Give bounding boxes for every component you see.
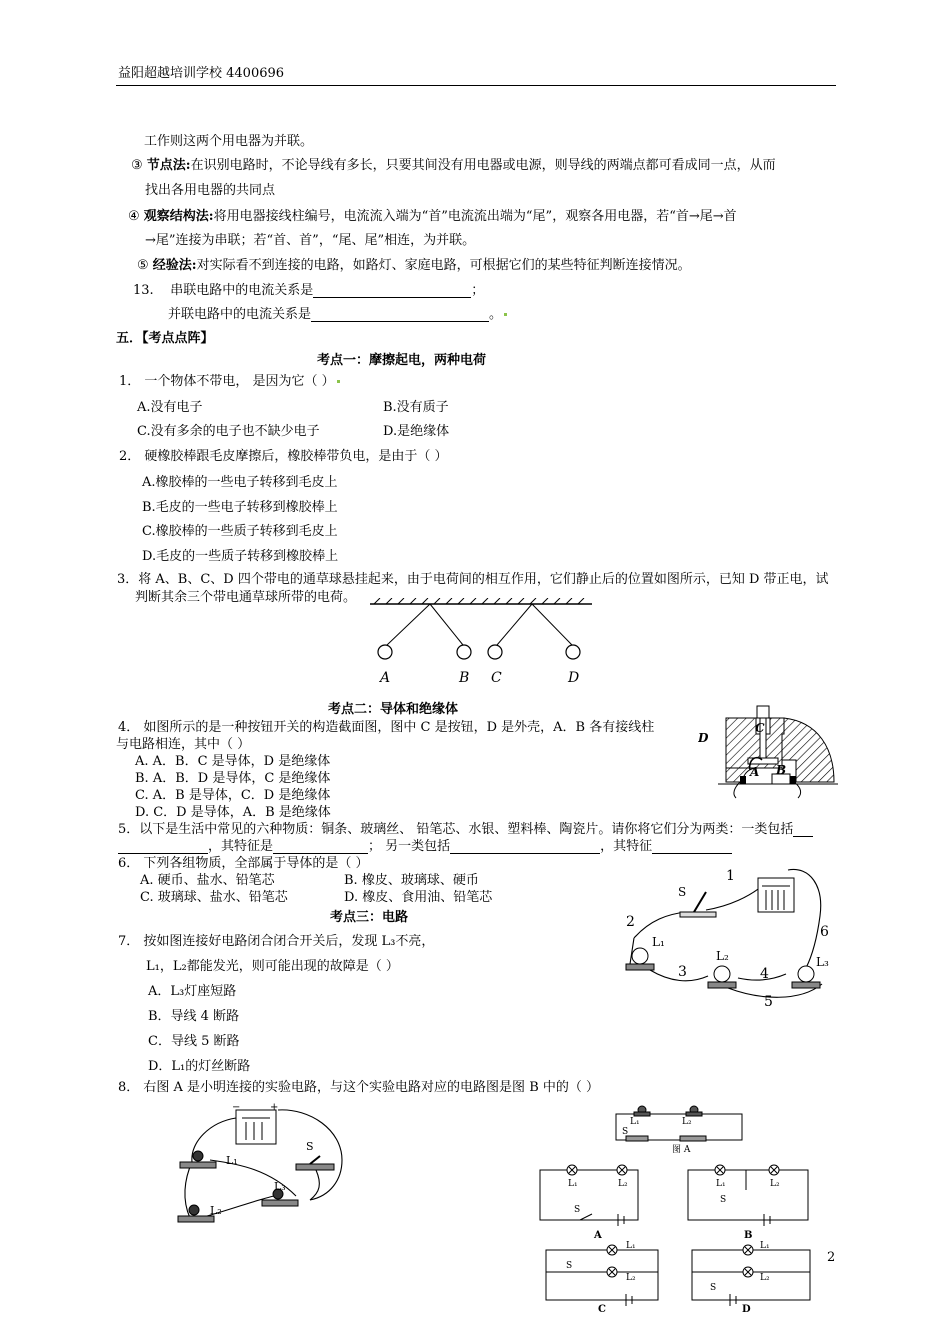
lamp-label-l3: L₃ [816,955,829,969]
diagram-label-a: A [594,1230,602,1241]
svg-text:L₂: L₂ [626,1273,636,1283]
svg-text:L₁: L₁ [716,1179,726,1189]
svg-text:−: − [232,1102,241,1113]
svg-text:L₂: L₂ [682,1117,692,1127]
q13-parallel-blank[interactable] [311,306,489,322]
q7-stem-cont: L₁，L₂都能发光，则可能出现的故障是（ ） [146,959,399,974]
q6-stem: 6． 下列各组物质，全部属于导体的是（ ） [118,856,369,871]
fig-a-caption: 图 A [672,1145,691,1155]
q8-battery [236,1110,276,1144]
q7-stem: 7． 按如图连接好电路闭合闭合开关后，发现 L₃不亮， [118,934,435,949]
svg-text:L₁: L₁ [760,1241,770,1251]
q4-stem-cont: 与电路相连，其中（ ） [116,737,251,752]
q3-stem: 3．将 A、B、C、D 四个带电的通草球悬挂起来，由于电荷间的相互作用，它们静止后的位置如图所示，已知 D 带正电，试 [117,572,829,587]
svg-text:L₁: L₁ [626,1241,636,1251]
lamp-label-l2: L₂ [716,949,729,963]
q13-parallel: 并联电路中的电流关系是 。 [168,303,507,322]
diagram-label-d: D [742,1304,751,1312]
svg-text:L₂: L₂ [770,1179,780,1189]
q8-label-s: S [306,1140,314,1153]
svg-text:L₂: L₂ [760,1273,770,1283]
q4-option-c: C. A．B 是导体，C．D 是绝缘体 [135,788,331,803]
method-5-title: 经验法: [152,258,197,273]
marker-dot [504,313,507,316]
diagram-label-c: C [598,1304,606,1312]
q5-line2: ，其特征是 ； 另一类包括 ，其特征 [118,835,732,854]
q4-option-b: B. A．B．D 是导体，C 是绝缘体 [135,771,331,786]
svg-text:S: S [622,1127,629,1137]
section-5-title: 五．【考点点阵】 [116,331,214,346]
q8-stem: 8． 右图 A 是小明连接的实验电路，与这个实验电路对应的电路图是图 B 中的（ ） [118,1080,600,1095]
q1-option-b: B.没有质子 [383,400,449,415]
wire-label-1: 1 [726,868,735,884]
switch-label-a: A [750,765,760,779]
q2-option-c: C.橡胶棒的一些质子转移到毛皮上 [142,524,338,539]
q6-option-c: C. 玻璃球、盐水、铅笔芯 [140,890,288,905]
q8-switch [296,1164,334,1170]
wire-1 [706,886,762,910]
q8-label-l3: L₃ [274,1180,286,1193]
svg-text:L₁: L₁ [630,1117,640,1127]
string-c [497,604,532,645]
q7-option-a: A．L₃灯座短路 [148,984,237,999]
q8-label-l1: L₁ [226,1154,238,1167]
wire-label-4: 4 [760,966,769,982]
q2-stem: 2． 硬橡胶棒跟毛皮摩擦后，橡胶棒带负电，是由于（ ） [119,449,448,464]
string-d [532,604,572,645]
header-rule [116,85,836,86]
q4-stem: 4． 如图所示的是一种按钮开关的构造截面图，图中 C 是按钮，D 是外壳，A．B 各有接线柱 [118,720,655,735]
lamp-l1 [632,948,648,964]
figure-q8-diagrams [530,1100,820,1312]
method-4-cont: →尾”连接为串联；若“首、首”，“尾、尾”相连，为并联。 [145,233,476,248]
wire-label-2: 2 [626,914,635,930]
figure-button-switch [698,698,838,800]
q1-stem: 1． 一个物体不带电， 是因为它（ ） [119,370,340,389]
q4-option-a: A. A．B．C 是导体，D 是绝缘体 [135,754,331,769]
q3-stem-cont: 判断其余三个带电通草球所带的电荷。 [135,590,357,605]
label-b: B [459,670,470,686]
q5-line1: 5．以下是生活中常见的六种物质：铜条、玻璃丝、 铅笔芯、水银、塑料棒、陶瓷片。请你将它们分为两类：一类包括 [118,818,813,837]
method-4-title: 观察结构法: [143,209,214,224]
figure-pith-balls [360,598,600,690]
q6-option-b: B. 橡皮、玻璃球、硬币 [344,873,479,888]
string-b [430,604,463,645]
kp2-title: 考点二：导体和绝缘体 [328,702,459,717]
svg-text:L₂: L₂ [618,1179,628,1189]
q6-option-d: D. 橡皮、食用油、铅笔芯 [344,890,493,905]
svg-text:S: S [566,1261,573,1271]
q5-blank-4[interactable] [652,838,732,854]
q13-series: 13. 串联电路中的电流关系是 ； [133,283,485,298]
ball-b [457,645,471,659]
kp3-title: 考点三：电路 [330,910,409,925]
q8-lamp-l2 [189,1205,199,1215]
ball-c [488,645,502,659]
method-3: ③ 节点法:在识别电路时，不论导线有多长，只要其间没有用电器或电源，则导线的两端点都可看成同一点，从而 [131,158,776,173]
q8-lamp-l1 [193,1151,203,1161]
method-3-cont: 找出各用电器的共同点 [145,183,276,198]
label-c: C [491,670,502,686]
q7-option-d: D．L₁的灯丝断路 [148,1059,251,1074]
svg-text:+: + [270,1102,279,1113]
page-header: 益阳超越培训学校 4400696 [118,66,285,81]
svg-text:S: S [574,1205,581,1215]
switch-label-c: C [755,721,765,735]
q7-option-c: C．导线 5 断路 [148,1034,240,1049]
figure-q7-circuit [610,856,840,1006]
ball-d [566,645,580,659]
switch-label-b: B [776,763,787,777]
figure-q8-photo-circuit [170,1100,360,1240]
q1-option-c: C.没有多余的电子也不缺少电子 [137,424,320,439]
q2-option-d: D.毛皮的一些质子转移到橡胶棒上 [142,549,339,564]
method-3-title: 节点法: [146,158,191,173]
lamp-l2 [714,966,730,982]
label-a: A [380,670,391,686]
string-a [387,604,430,645]
wire-label-3: 3 [678,964,687,980]
q7-option-b: B．导线 4 断路 [148,1009,240,1024]
q6-option-a: A. 硬币、盐水、铅笔芯 [140,873,275,888]
wire-label-6: 6 [820,924,829,940]
switch-lever [694,892,706,912]
battery [758,878,794,912]
kp1-title: 考点一：摩擦起电，两种电荷 [317,353,487,368]
lamp-label-l1: L₁ [652,935,665,949]
svg-text:S: S [720,1195,727,1205]
label-d: D [568,670,580,686]
page-number: 2 [827,1250,836,1265]
lamp-l3 [798,966,814,982]
method-5: ⑤ 经验法:对实际看不到连接的电路，如路灯、家庭电路，可根据它们的某些特征判断连接情况。 [137,258,691,273]
svg-text:L₁: L₁ [568,1179,578,1189]
q8-label-l2: L₂ [210,1204,222,1217]
switch-label-s: S [678,885,687,899]
q5-blank-3[interactable] [450,838,600,854]
q2-option-b: B.毛皮的一些电子转移到橡胶棒上 [142,500,338,515]
switch-label-d: D [698,731,709,745]
q4-option-d: D. C．D 是导体，A．B 是绝缘体 [135,805,331,820]
svg-text:S: S [710,1283,717,1293]
q1-option-d: D.是绝缘体 [383,424,450,439]
diagram-label-b: B [744,1230,753,1241]
q13-series-blank[interactable] [313,282,471,298]
ball-a [378,645,392,659]
q5-blank-1a[interactable] [793,821,813,837]
switch-base [680,912,716,917]
q1-option-a: A.没有电子 [137,400,203,415]
q2-option-a: A.橡胶棒的一些电子转移到毛皮上 [142,475,338,490]
method-4: ④ 观察结构法:将用电器接线柱编号，电流流入端为“首”电流流出端为“尾”，观察各用电器，若“首→尾→首 [128,209,737,224]
wire-label-5: 5 [764,994,773,1006]
method-line1: 工作则这两个用电器为并联。 [144,134,314,149]
